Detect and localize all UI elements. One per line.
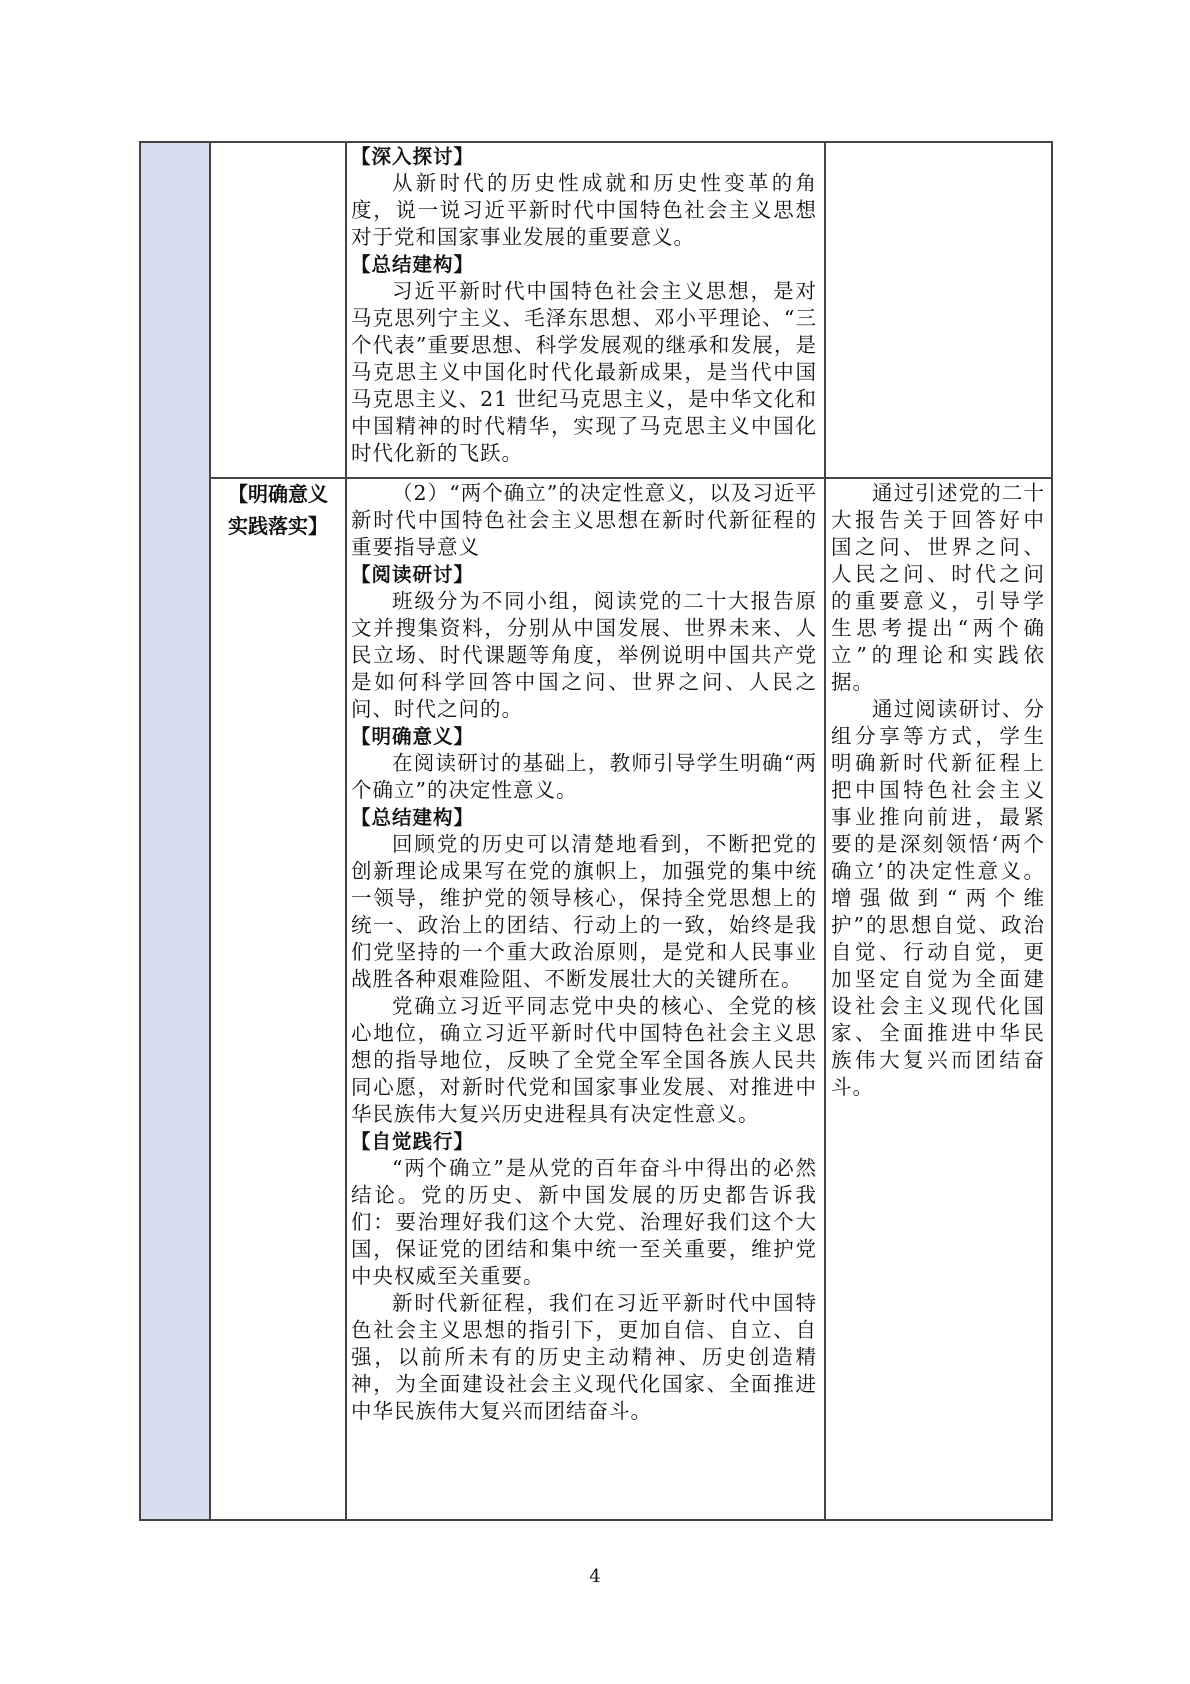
table-border [345, 141, 347, 1521]
section-label-line: 【明确意义 [228, 482, 328, 506]
block-heading: 【深入探讨】 [351, 145, 475, 168]
design-intent-paragraph: 通过阅读研讨、分组分享等方式，学生明确新时代新征程上把中国特色社会主义事业推向前进，最紧要的是深刻领悟‘两个确立’的决定性意义。增强做到“两个维护”的思想自觉、政治自觉、行动自觉，更加坚定自觉为全面建设社会主义现代化国家、全面推进中华民族伟大复兴而团结奋斗。 [831, 697, 1045, 1099]
table-border [824, 141, 826, 1521]
content-block [351, 143, 817, 251]
block-heading: 【明确意义】 [351, 725, 475, 748]
content-block [351, 561, 817, 723]
section-intro: （2）“两个确立”的决定性意义，以及习近平新时代中国特色社会主义思想在新时代新征程的重要指导意义 [351, 481, 817, 559]
content-block [351, 723, 817, 804]
block-paragraph: 在阅读研讨的基础上，教师引导学生明确“两个确立”的决定性意义。 [351, 751, 817, 802]
top-activity-cell [351, 143, 817, 467]
block-heading: 【自觉践行】 [351, 1130, 475, 1153]
block-heading: 【总结建构】 [351, 253, 475, 276]
block-heading: 【阅读研讨】 [351, 563, 475, 586]
block-paragraph: 新时代新征程，我们在习近平新时代中国特色社会主义思想的指引下，更加自信、自立、自强，以前所未有的历史主动精神、历史创造精神，为全面建设社会主义现代化国家、全面推进中华民族伟大复兴而团结奋斗。 [351, 1291, 817, 1423]
block-paragraph: 班级分为不同小组，阅读党的二十大报告原文并搜集资料，分别从中国发展、世界未来、人民立场、时代课题等角度，举例说明中国共产党是如何科学回答中国之问、世界之问、人民之问、时代之问的。 [351, 589, 817, 721]
table-border [139, 1519, 1053, 1521]
content-block [351, 251, 817, 467]
design-intent-cell [831, 480, 1045, 1101]
content-block [351, 804, 817, 1128]
page-number: 4 [589, 1566, 601, 1587]
table-border [209, 141, 211, 1521]
block-paragraph: 回顾党的历史可以清楚地看到，不断把党的创新理论成果写在党的旗帜上，加强党的集中统一领导，维护党的领导核心，保持全党思想上的统一、政治上的团结、行动上的一致，始终是我们党坚持的一个重大政治原则，是党和人民事业战胜各种艰难险阻、不断发展壮大的关键所在。 [351, 832, 817, 991]
block-paragraph: 党确立习近平同志党中央的核心、全党的核心地位，确立习近平新时代中国特色社会主义思想的指导地位，反映了全党全军全国各族人民共同心愿，对新时代党和国家事业发展、对推进中华民族伟大复兴历史进程具有决定性意义。 [351, 994, 817, 1126]
table-border [139, 141, 141, 1521]
block-paragraph: “两个确立”是从党的百年奋斗中得出的必然结论。党的历史、新中国发展的历史都告诉我们：要治理好我们这个大党、治理好我们这个大国，保证党的团结和集中统一至关重要，维护党中央权威至关重要。 [351, 1156, 817, 1288]
design-intent-paragraph: 通过引述党的二十大报告关于回答好中国之问、世界之问、人民之问、时代之问的重要意义，引导学生思考提出“两个确立”的理论和实践依据。 [831, 481, 1045, 694]
section-label-line: 实践落实】 [228, 514, 328, 538]
side-shaded-column [139, 141, 209, 1521]
block-heading: 【总结建构】 [351, 806, 475, 829]
main-activity-cell [351, 480, 817, 1425]
block-paragraph: 从新时代的历史性成就和历史性变革的角度，说一说习近平新时代中国特色社会主义思想对于党和国家事业发展的重要意义。 [351, 171, 817, 249]
table-border [1051, 141, 1053, 1521]
lesson-plan-table [139, 141, 1053, 1521]
section-label [213, 478, 343, 542]
block-paragraph: 习近平新时代中国特色社会主义思想，是对马克思列宁主义、毛泽东思想、邓小平理论、“三个代表”重要思想、科学发展观的继承和发展，是马克思主义中国化时代化最新成果，是当代中国马克思主义、21 世纪马克思主义，是中华文化和中国精神的时代精华，实现了马克思主义中国化时代化新的飞跃。 [351, 279, 817, 465]
content-block [351, 1128, 817, 1425]
